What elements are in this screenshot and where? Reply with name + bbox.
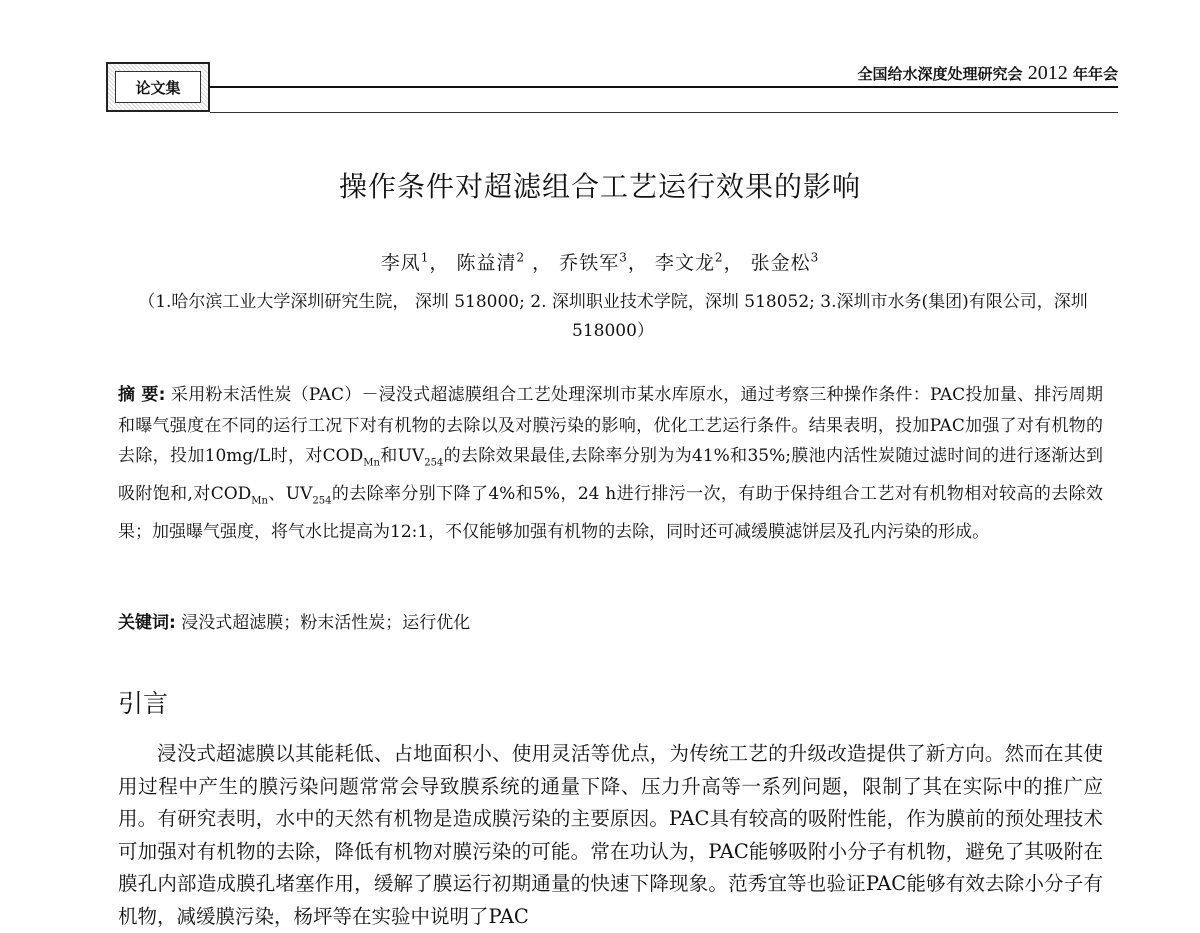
header-box-label: 论文集 xyxy=(115,71,201,103)
journal-name xyxy=(858,62,1119,85)
author-affil-mark: 2 xyxy=(714,250,724,265)
author-name: 李凤 xyxy=(380,252,421,274)
author-name: 乔铁军 xyxy=(559,252,620,274)
abstract-text: 的去除效果最佳,去除率分别为为41%和35%;膜池内活性炭随过滤时间的进行逐渐达到吸附饱和,对COD xyxy=(118,446,1104,504)
journal-year: 2012 xyxy=(1027,62,1068,84)
paper-title: 操作条件对超滤组合工艺运行效果的影响 xyxy=(338,170,861,203)
abstract-label: 摘 要: xyxy=(118,385,166,405)
author-name: 陈益清 xyxy=(456,252,517,274)
abstract-text: 、UV xyxy=(267,483,313,504)
abstract-text: 的去除率分别下降了4%和5%，24 h进行排污一次，有助于保持组合工艺对有机物相对较高的去除效果；加强曝气强度，将气水比提高为12:1，不仅能够加强有机物的去除，同时还可减缓膜滤饼层及孔内污染的形成。 xyxy=(118,483,1104,542)
header-box xyxy=(106,62,210,112)
subscript: Mn xyxy=(251,495,268,507)
abstract-text: 和UV xyxy=(379,446,425,466)
author-separator: ， xyxy=(723,252,744,274)
journal-prefix: 全国给水深度处理研究会 xyxy=(857,65,1023,83)
subscript: Mn xyxy=(363,457,380,469)
author-separator: ， xyxy=(429,252,450,274)
journal-suffix: 年年会 xyxy=(1072,65,1118,83)
body-paragraph: 浸没式超滤膜以其能耗低、占地面积小、使用灵活等优点，为传统工艺的升级改造提供了新方向。然而在其使用过程中产生的膜污染问题常常会导致膜系统的通量下降、压力升高等一系列问题，限制了其在实际中的推广应用。有研究表明，水中的天然有机物是造成膜污染的主要原因。PAC具有较高的吸附性能，作为膜前的预处理技术可加强对有机物的去除，降低有机物对膜污染的可能。常在功认为，PAC能够吸附小分子有机物，避免了其吸附在膜孔内部造成膜孔堵塞作用，缓解了膜运行初期通量的快速下降现象。范秀宜等也验证PAC能够有效去除小分子有机物，减缓膜污染，杨坪等在实验中说明了PAC xyxy=(118,742,1103,928)
affiliations: （1.哈尔滨工业大学深圳研究生院， 深圳 518000; 2. 深圳职业技术学院，深圳 518052; 3.深圳市水务(集团)有限公司，深圳 518000） xyxy=(138,292,1088,341)
section-heading: 引言 xyxy=(118,689,169,718)
keywords-text: 浸没式超滤膜；粉末活性炭；运行优化 xyxy=(175,613,471,633)
author-affil-mark: 1 xyxy=(420,250,430,265)
author-separator: ， xyxy=(627,252,648,274)
author-affil-mark: 3 xyxy=(810,250,820,265)
keywords xyxy=(118,608,1103,638)
keywords-label: 关键词: xyxy=(118,613,176,633)
author-name: 李文龙 xyxy=(654,252,715,274)
author-list xyxy=(0,248,1200,275)
subscript: 254 xyxy=(424,457,444,469)
author-separator: ， xyxy=(525,252,553,274)
subscript: 254 xyxy=(312,495,332,507)
author-affil-mark: 2 xyxy=(516,250,526,265)
header-rule-thick xyxy=(210,86,1118,88)
abstract-text: 采用粉末活性炭（PAC）－浸没式超滤膜组合工艺处理深圳市某水库原水，通过考察三种操作条件：PAC投加量、排污周期和曝气强度在不同的运行工况下对有机物的去除以及对膜污染的影响，优化工艺运行条件。结果表明，投加PAC加强了对有机物的去除，投加10mg/L时，对COD xyxy=(118,385,1103,466)
header-rule-thin xyxy=(210,112,1118,113)
author-name: 张金松 xyxy=(750,252,811,274)
abstract xyxy=(118,380,1103,547)
author-affil-mark: 3 xyxy=(619,250,628,265)
